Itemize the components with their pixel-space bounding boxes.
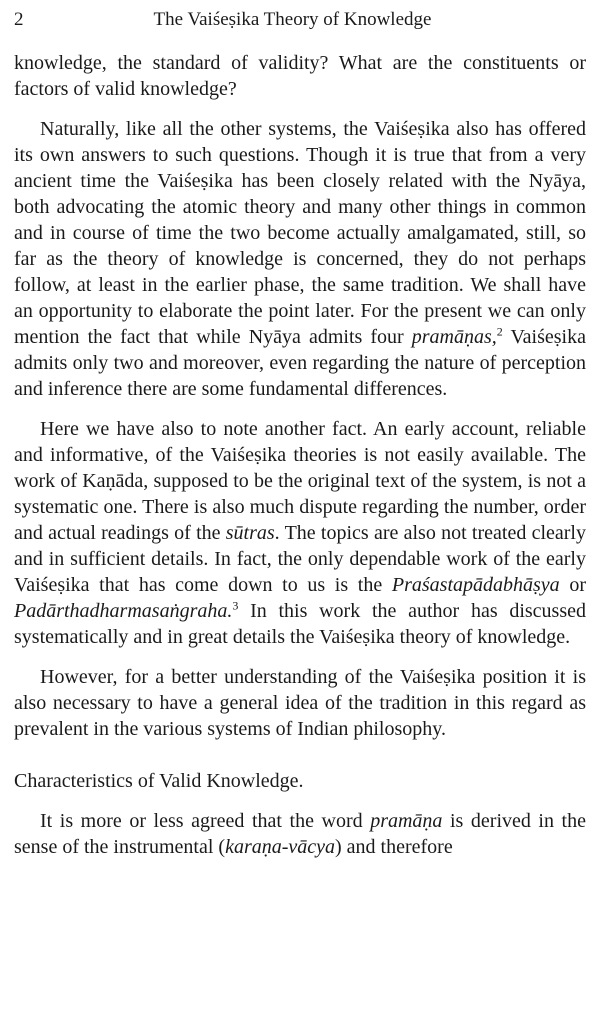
paragraph-1-text: knowledge, the standard of validity? What are the constituents or factors of valid knowledge? — [14, 52, 586, 100]
footnote-ref-3: 3 — [232, 598, 239, 613]
section-heading: Characteristics of Valid Knowledge. — [14, 770, 304, 792]
paragraph-4 — [14, 664, 586, 742]
term-pramanas: pramāṇas, — [411, 326, 497, 348]
paragraph-5-text-c: ) and therefore — [335, 836, 453, 858]
paragraph-2-text-a: Naturally, like all the other systems, the Vaiśeṣika also has offered its own answers to such questions. Though it is true that from a very ancient time the Vaiśeṣika has been closely related with the Nyāya, both advocating the atomic theory and many other things in common and in course of time the two become actually amalgamated, still, so far as the theory of knowledge is concerned, they do not perhaps follow, at least in the earlier phase, the same tradition. We shall have an opportunity to elaborate the point later. For the present we can only mention the fact that while Nyāya admits four — [14, 118, 586, 348]
paragraph-3-text-a: Here we have also to note another fact. An early account, reliable and informative, of the Vaiśeṣika theories is not easily available. The work of Kaṇāda, supposed to be the original text of the system, is not a systematic one. There is also much dispute regarding the number, order and actual readings of the — [14, 418, 586, 544]
term-padarthadharmasangraha: Padārthadharmasaṅgraha. — [14, 600, 233, 622]
body-text — [14, 50, 586, 860]
running-head — [14, 8, 586, 36]
term-pramana: pramāṇa — [370, 810, 443, 832]
paragraph-3-text-c: or — [559, 574, 586, 596]
paragraph-3-text-b: . The topics are also not treated clearly and in sufficient details. In fact, the only dependable work of the early Vaiśeṣika that has come down to us is the — [14, 522, 586, 596]
paragraph-5-text-b: is derived in the sense of the instrumental ( — [14, 810, 586, 858]
paragraph-2 — [14, 116, 586, 402]
paragraph-2-text-b: Vaiśeṣika admits only two and moreover, even regarding the nature of perception and inference there are some fundamental differences. — [14, 326, 586, 400]
running-title: The Vaiśeṣika Theory of Knowledge — [153, 9, 432, 30]
page-number: 2 — [14, 9, 24, 30]
paragraph-3-text-d: In this work the author has discussed systematically and in great details the Vaiśeṣika theory of knowledge. — [14, 600, 586, 648]
paragraph-5 — [14, 808, 586, 860]
paragraph-5-text-a: It is more or less agreed that the word — [40, 810, 371, 832]
term-prasastapadabhasya: Praśastapādabhāṣya — [391, 574, 560, 596]
paragraph-4-text: However, for a better understanding of the Vaiśeṣika position it is also necessary to have a general idea of the tradition in this regard as prevalent in the various systems of Indian philosophy. — [14, 666, 586, 740]
term-sutras: sūtras — [225, 522, 275, 544]
term-karana-vacya: karaṇa-vācya — [225, 836, 336, 858]
paragraph-1 — [14, 50, 586, 102]
footnote-ref-2: 2 — [496, 324, 503, 339]
paragraph-3 — [14, 416, 586, 650]
